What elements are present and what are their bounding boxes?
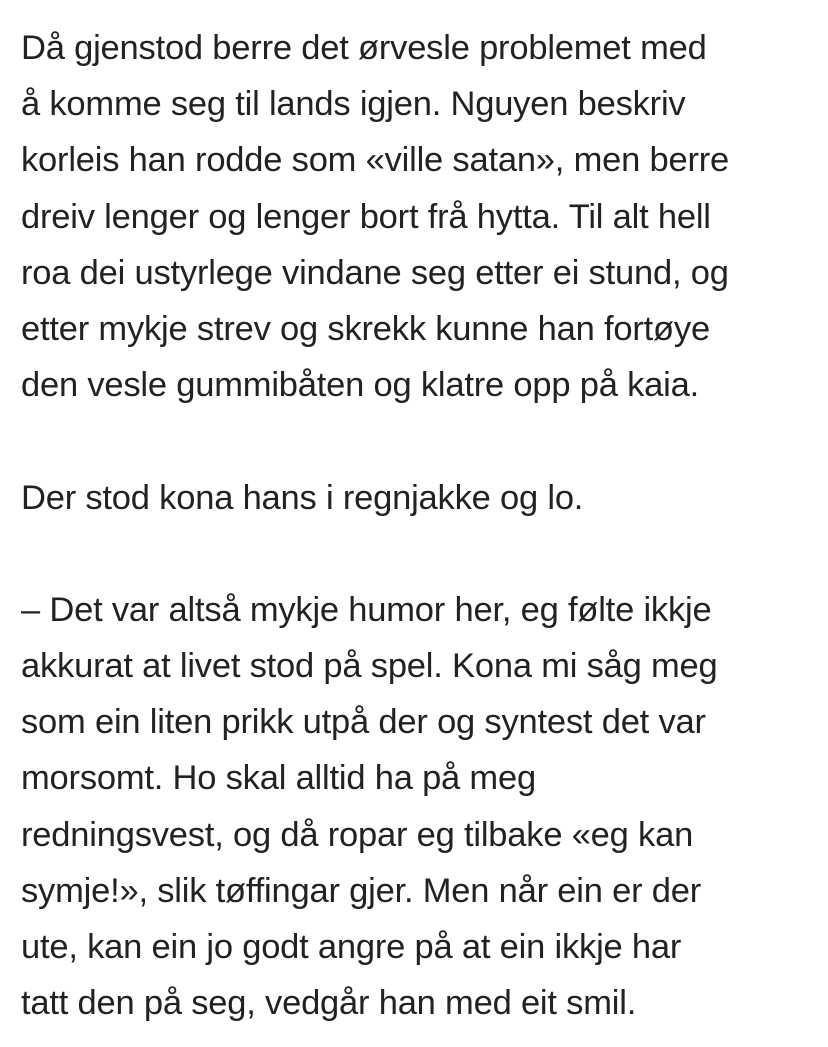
text-line: korleis han rodde som «ville satan», men berre	[21, 141, 730, 180]
text-line: Då gjenstod berre det ørvesle problemet med	[21, 29, 707, 67]
text-line: redningsvest, og då ropar eg tilbake «eg kan	[21, 815, 694, 854]
text-line: den vesle gummibåten og klatre opp på kaia.	[21, 366, 699, 405]
article-body	[21, 20, 821, 1031]
text-line: dreiv lenger og lenger bort frå hytta. Til alt hell	[21, 197, 711, 236]
text-line: roa dei ustyrlege vindane seg etter ei stund, og	[21, 253, 729, 292]
paragraph-wife-laughing	[21, 470, 821, 526]
text-line: akkurat at livet stod på spel. Kona mi såg meg	[21, 647, 718, 686]
text-line: tatt den på seg, vedgår han med eit smil.	[21, 984, 637, 1023]
text-line: Der stod kona hans i regnjakke og lo.	[21, 478, 584, 517]
text-line: – Det var altså mykje humor her, eg følte ikkje	[21, 590, 712, 629]
text-line: ute, kan ein jo godt angre på at ein ikkje har	[21, 928, 682, 966]
paragraph-rowing-back	[21, 20, 821, 413]
text-line: å komme seg til lands igjen. Nguyen beskriv	[21, 85, 686, 124]
text-line: morsomt. Ho skal alltid ha på meg	[21, 759, 536, 798]
paragraph-quote	[21, 582, 821, 1032]
text-line: etter mykje strev og skrekk kunne han fortøye	[21, 309, 710, 348]
text-line: symje!», slik tøffingar gjer. Men når ein er der	[21, 871, 702, 910]
text-line: som ein liten prikk utpå der og syntest det var	[21, 703, 706, 742]
